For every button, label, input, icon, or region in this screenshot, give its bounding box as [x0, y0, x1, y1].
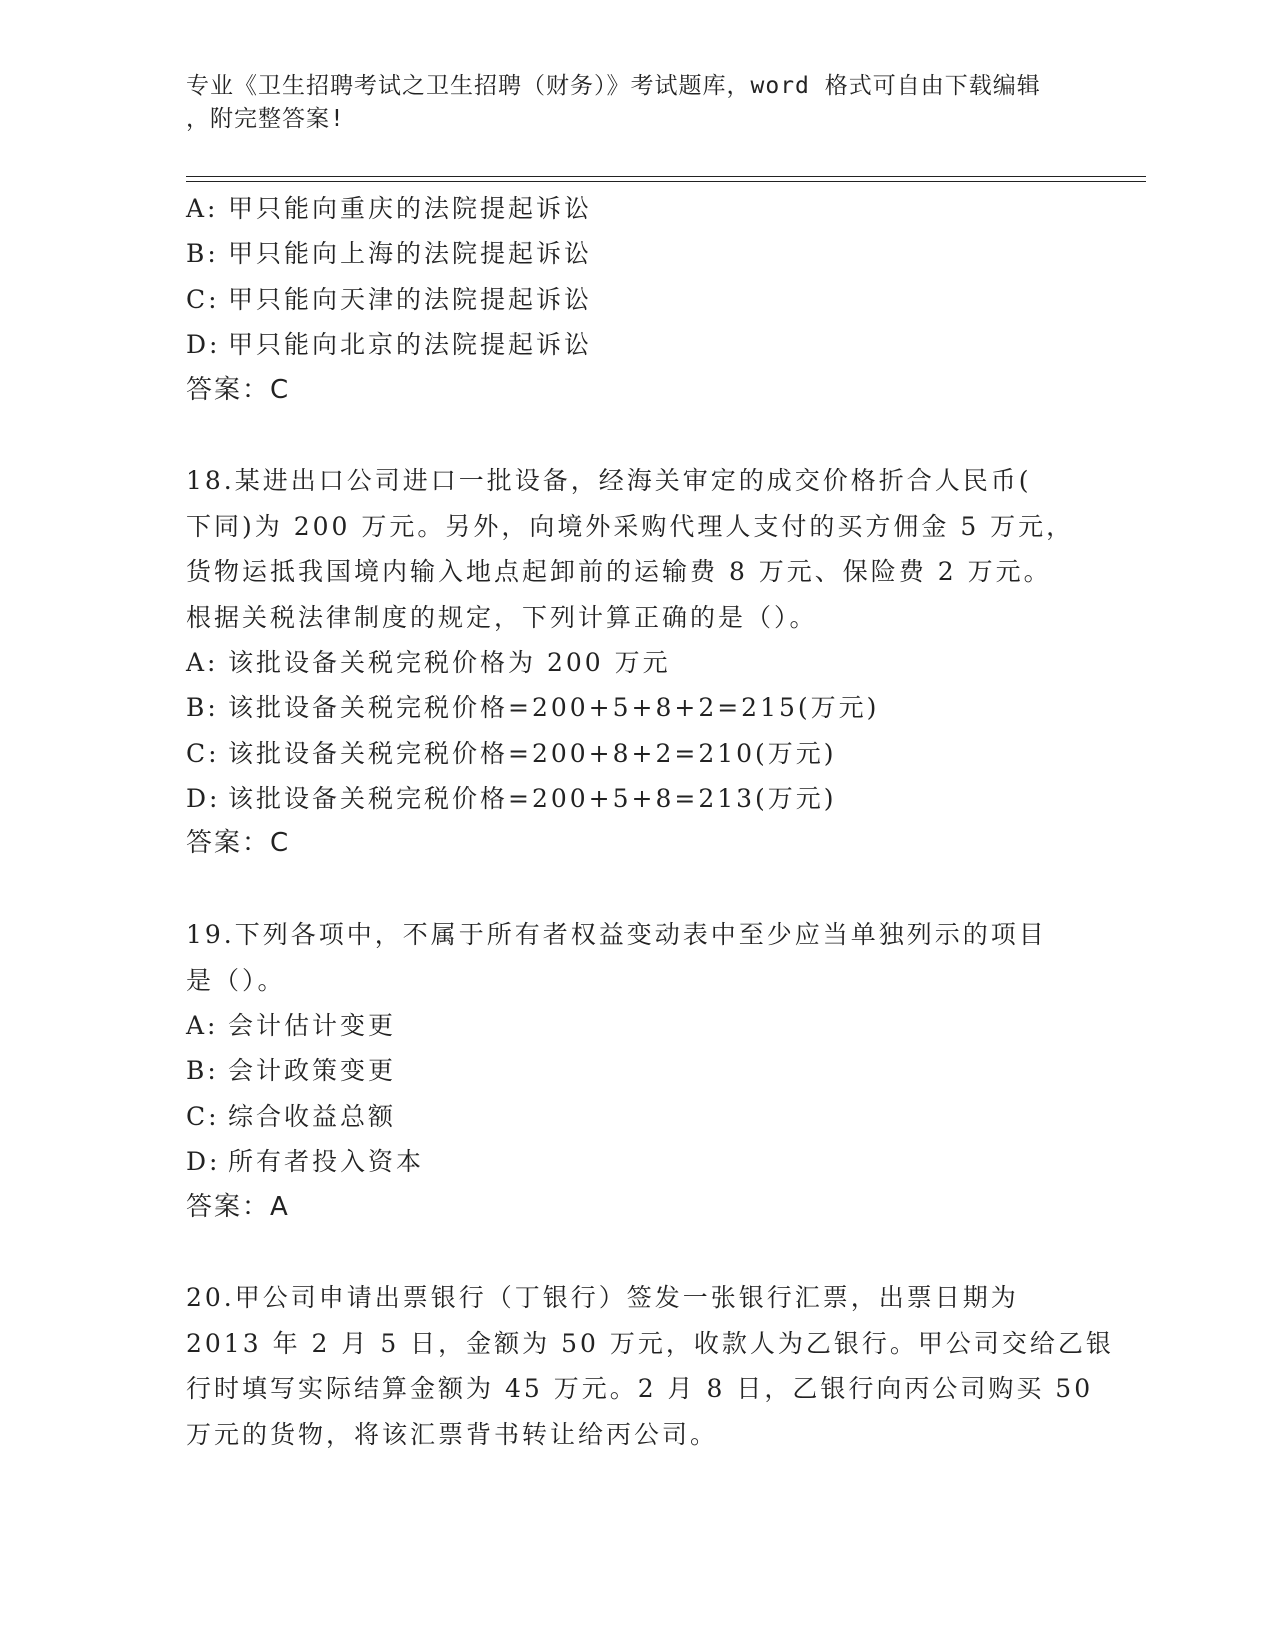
question-stem-line: 是（）。: [186, 965, 286, 995]
option-text: 该批设备关税完税价格为 200 万元: [228, 647, 671, 677]
spacer: [186, 867, 1086, 912]
spacer: [186, 1230, 1086, 1275]
option-key: A:: [186, 194, 219, 223]
option-key: D:: [186, 784, 221, 814]
page-header: [186, 70, 1086, 136]
option-a: [186, 640, 1086, 685]
option-c: [186, 277, 1086, 322]
option-text: 该批设备关税完税价格=200+5+8=213(万元): [228, 784, 837, 814]
option-b: [186, 1048, 1086, 1093]
option-key: C:: [186, 1101, 220, 1131]
answer-line: 答案：C: [186, 828, 291, 859]
question-content: [186, 186, 1114, 1457]
option-key: B:: [186, 1056, 219, 1086]
option-a: [186, 186, 1086, 231]
option-text: 会计政策变更: [228, 1056, 397, 1086]
option-a: [186, 1003, 1086, 1048]
header-rule-bottom: [186, 181, 1146, 182]
option-text: 会计估计变更: [228, 1011, 397, 1041]
option-key: C:: [186, 738, 220, 768]
option-text: 甲只能向上海的法院提起诉讼: [228, 239, 593, 269]
option-key: A:: [186, 647, 219, 677]
header-line-1: 专业《卫生招聘考试之卫生招聘（财务）》考试题库，word 格式可自由下载编辑: [186, 73, 1041, 99]
option-text: 所有者投入资本: [228, 1147, 425, 1177]
option-key: B:: [186, 239, 219, 269]
option-b: [186, 231, 1086, 276]
question-stem-line: 2013 年 2 月 5 日，金额为 50 万元，收款人为乙银行。甲公司交给乙银: [186, 1328, 1114, 1358]
option-d: [186, 776, 1086, 821]
answer-line: 答案：A: [186, 1191, 290, 1222]
question-20: [186, 1275, 1114, 1457]
option-key: C:: [186, 284, 220, 314]
question-17: [186, 186, 1086, 413]
option-key: D:: [186, 330, 221, 360]
question-stem-line: 20.甲公司申请出票银行（丁银行）签发一张银行汇票，出票日期为: [186, 1283, 1019, 1313]
option-c: [186, 1094, 1086, 1139]
option-c: [186, 731, 1086, 776]
option-text: 甲只能向北京的法院提起诉讼: [228, 330, 593, 360]
header-rule-top: [186, 176, 1146, 177]
question-stem-line: 货物运抵我国境内输入地点起卸前的运输费 8 万元、保险费 2 万元。: [186, 557, 1052, 587]
header-line-2: ，附完整答案!: [186, 106, 345, 132]
option-d: [186, 1139, 1086, 1184]
question-19: [186, 912, 1086, 1230]
option-text: 该批设备关税完税价格=200+8+2=210(万元): [228, 738, 837, 768]
option-text: 甲只能向重庆的法院提起诉讼: [228, 194, 593, 223]
question-stem-line: 行时填写实际结算金额为 45 万元。2 月 8 日，乙银行向丙公司购买 50: [186, 1374, 1094, 1404]
question-18: [186, 458, 1086, 867]
option-text: 该批设备关税完税价格=200+5+8+2=215(万元): [228, 693, 880, 723]
answer-line: 答案：C: [186, 374, 291, 405]
option-key: D:: [186, 1147, 221, 1177]
spacer: [186, 413, 1086, 458]
question-stem-line: 18.某进出口公司进口一批设备，经海关审定的成交价格折合人民币(: [186, 466, 1032, 496]
option-text: 综合收益总额: [228, 1101, 397, 1131]
question-stem-line: 19.下列各项中，不属于所有者权益变动表中至少应当单独列示的项目: [186, 920, 1047, 950]
option-key: B:: [186, 693, 219, 723]
question-stem-line: 万元的货物，将该汇票背书转让给丙公司。: [186, 1419, 719, 1449]
option-d: [186, 322, 1086, 367]
option-text: 甲只能向天津的法院提起诉讼: [228, 284, 593, 314]
option-key: A:: [186, 1011, 219, 1041]
option-b: [186, 685, 1086, 730]
question-stem-line: 下同)为 200 万元。另外，向境外采购代理人支付的买方佣金 5 万元，: [186, 511, 1075, 541]
question-stem-line: 根据关税法律制度的规定，下列计算正确的是（）。: [186, 602, 818, 632]
